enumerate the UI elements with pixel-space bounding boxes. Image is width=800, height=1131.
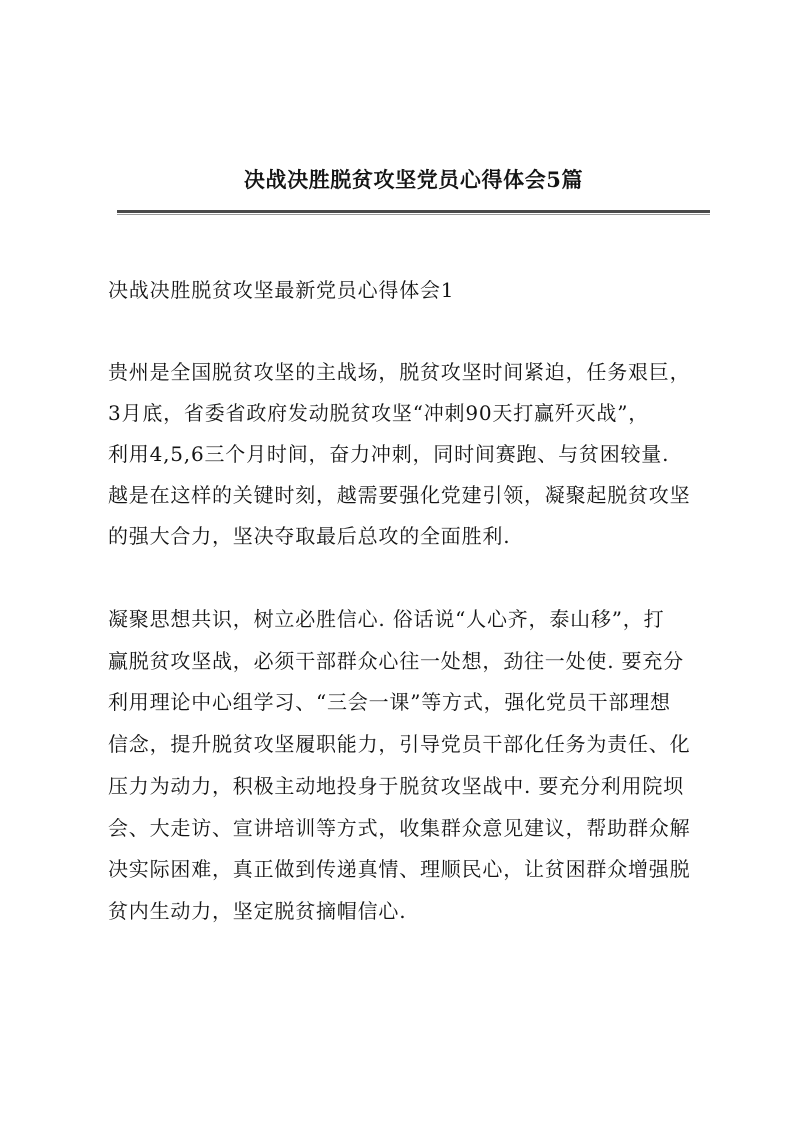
paragraph-line: 会、大走访、宣讲培训等方式，收集群众意见建议，帮助群众解 (108, 815, 691, 840)
paragraph-line: 的强大合力，坚决夺取最后总攻的全面胜利. (108, 524, 511, 548)
paragraph-line: 凝聚思想共识，树立必胜信心. 俗话说“人心齐，泰山移”，打 (108, 607, 665, 631)
paragraph-line: 利用4,5,6三个月时间，奋力冲刺，同时间赛跑、与贫困较量. (108, 442, 670, 466)
paragraph-line: 利用理论中心组学习、“三会一课”等方式，强化党员干部理想 (108, 690, 671, 715)
section-heading: 决战决胜脱贫攻坚最新党员心得体会1 (108, 278, 455, 302)
paragraph-line: 越是在这样的关键时刻，越需要强化党建引领，凝聚起脱贫攻坚 (108, 483, 691, 507)
paragraph-line: 赢脱贫攻坚战，必须干部群众心往一处想，劲往一处使. 要充分 (108, 648, 684, 673)
paragraph-line: 决实际困难，真正做到传递真情、理顺民心，让贫困群众增强脱 (108, 857, 691, 882)
title-divider (117, 210, 710, 213)
paragraph-line: 贵州是全国脱贫攻坚的主战场，脱贫攻坚时间紧迫，任务艰巨， (108, 360, 691, 384)
document-title: 决战决胜脱贫攻坚党员心得体会5篇 (243, 167, 584, 192)
paragraph-2 (108, 599, 690, 933)
paragraph-line: 信念，提升脱贫攻坚履职能力，引导党员干部化任务为责任、化 (108, 732, 691, 757)
paragraph-line: 3月底，省委省政府发动脱贫攻坚“冲刺90天打赢歼灭战”， (108, 401, 650, 425)
paragraph-1 (108, 352, 690, 557)
title-divider-thin (117, 214, 710, 215)
paragraph-line: 压力为动力，积极主动地投身于脱贫攻坚战中. 要充分利用院坝 (108, 773, 684, 798)
paragraph-line: 贫内生动力，坚定脱贫摘帽信心. (108, 898, 407, 923)
